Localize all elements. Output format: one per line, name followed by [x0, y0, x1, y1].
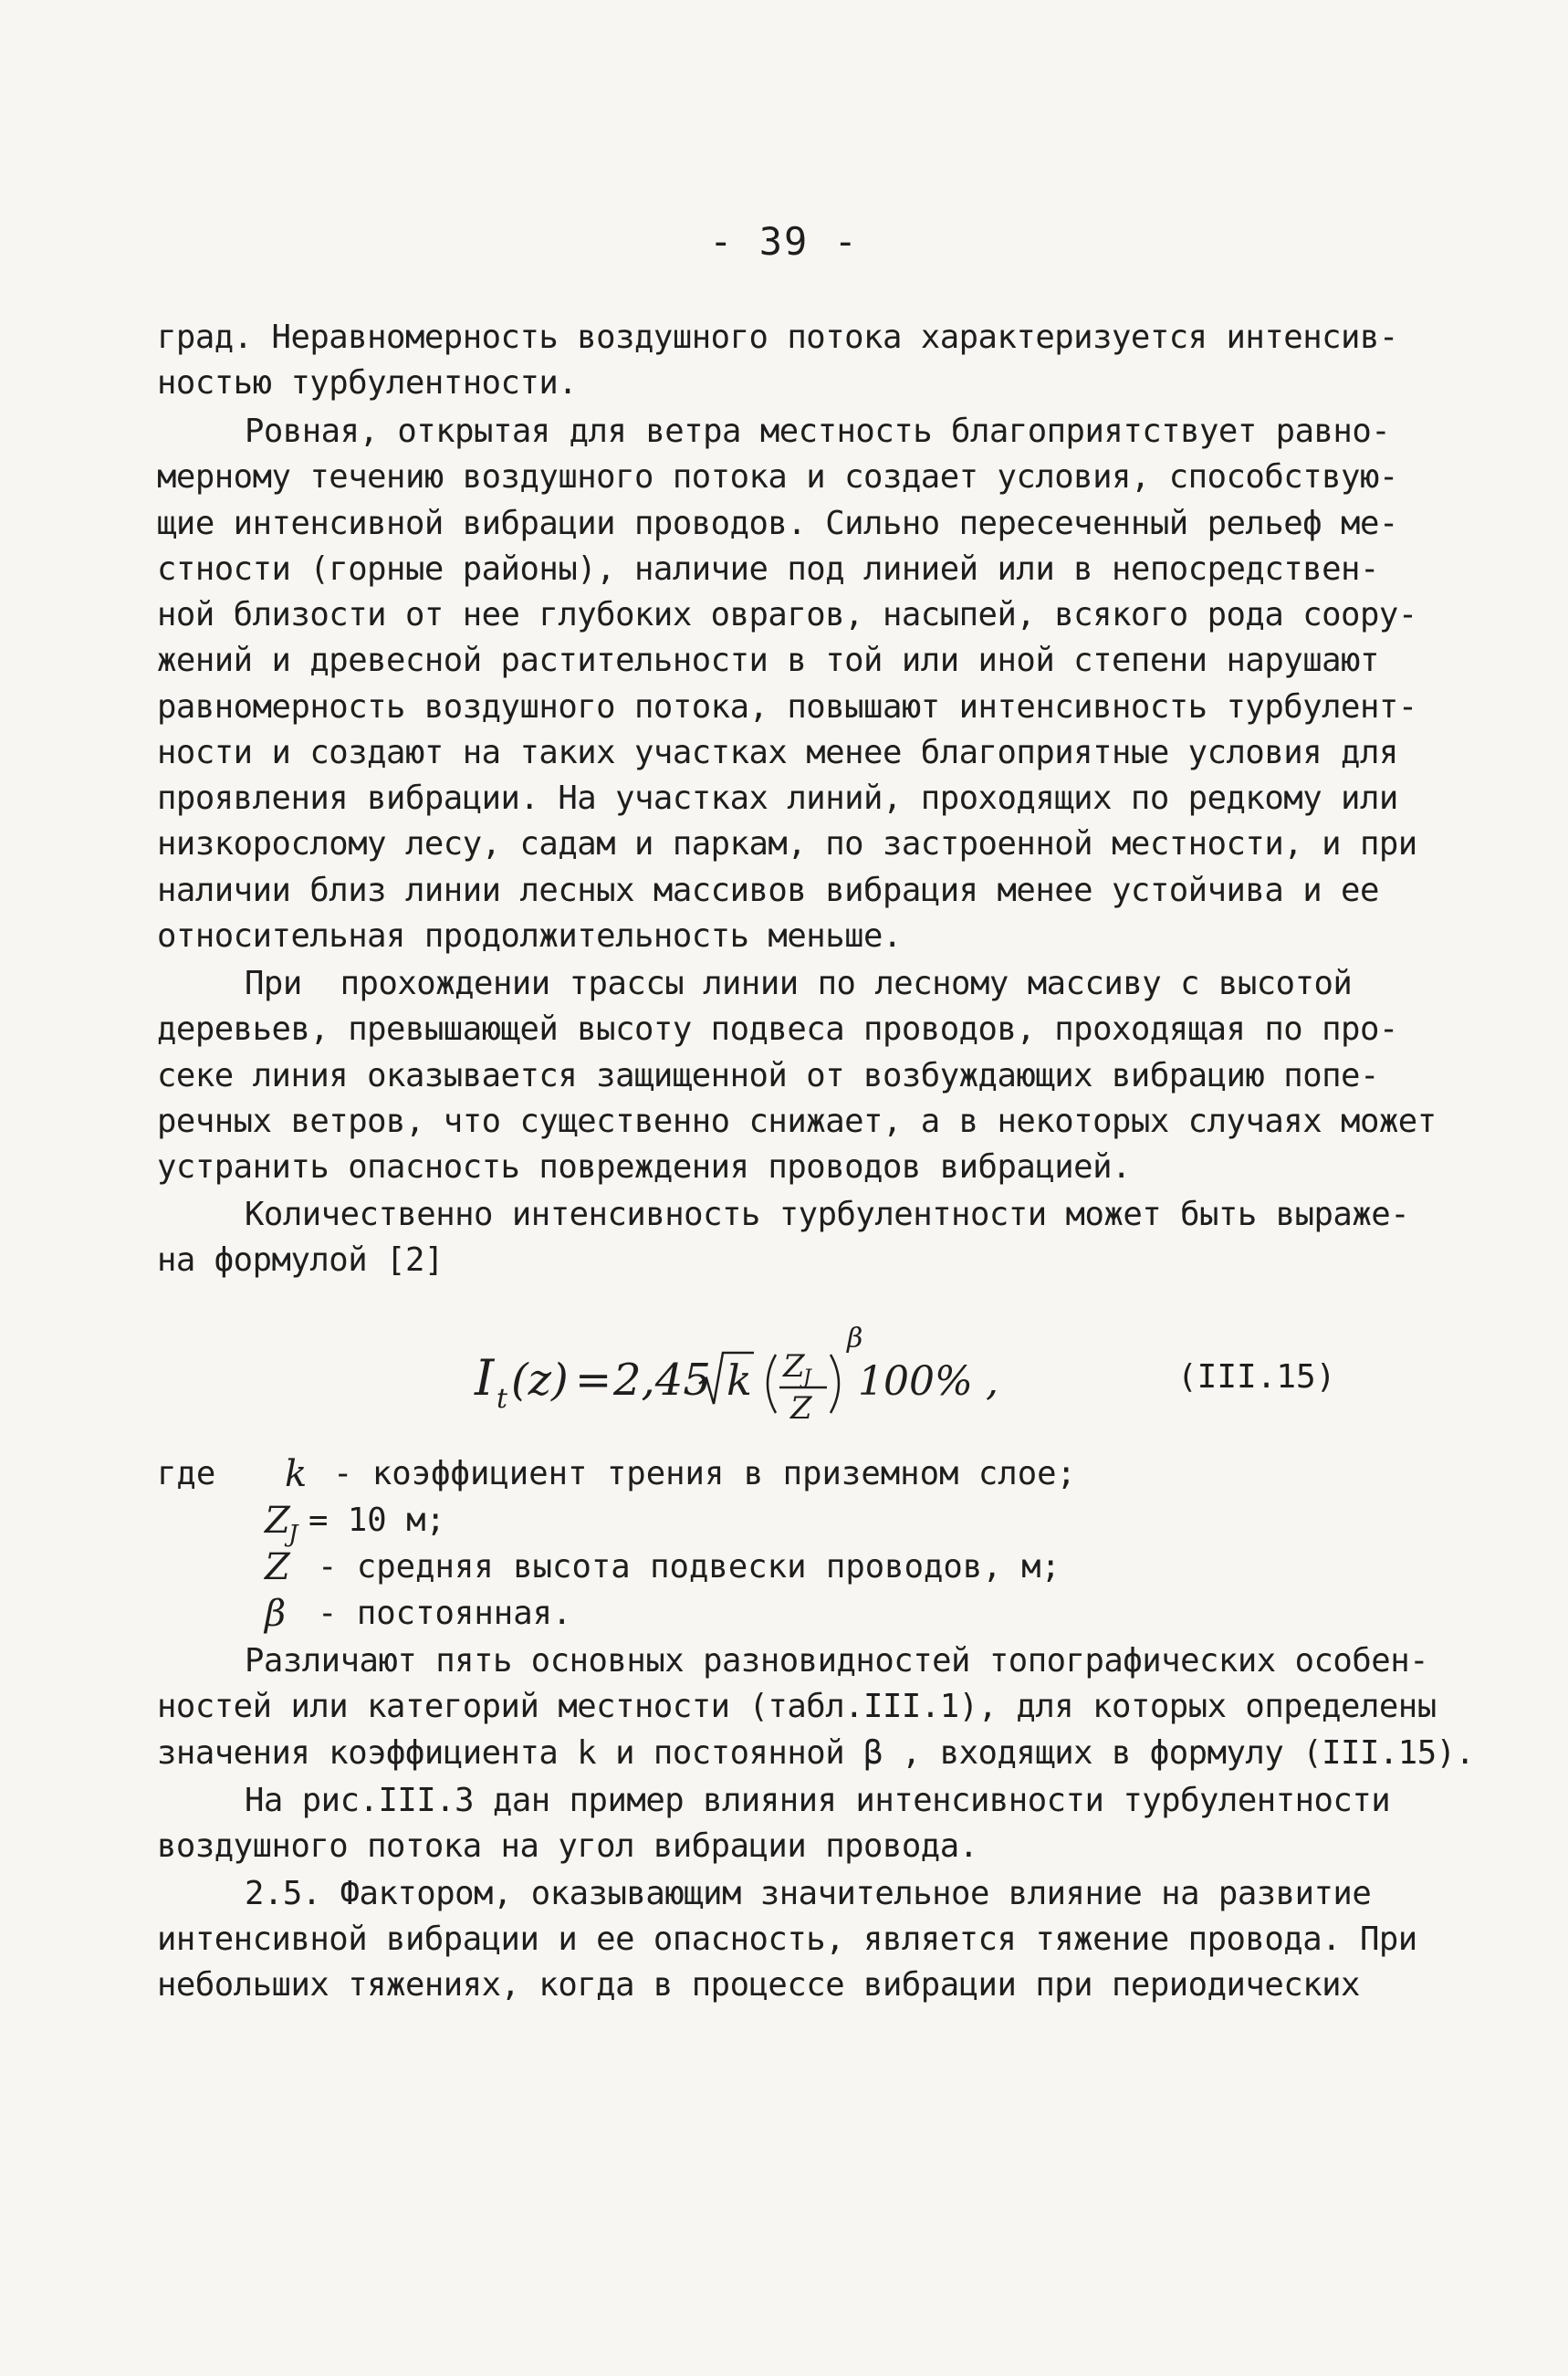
- text-line: ности и создают на таких участках менее благоприятные условия для: [157, 734, 1398, 771]
- text-line: значения коэффициента k и постоянной β , входящих в формулу (III.15).: [157, 1734, 1475, 1772]
- text-line: секе линия оказывается защищенной от возбуждающих вибрацию попе-: [157, 1057, 1379, 1094]
- symbol-beta: β: [265, 1593, 287, 1635]
- text-line: 2.5. Фактором, оказывающим значительное влияние на развитие: [245, 1875, 1372, 1912]
- formula-graphic: [475, 1296, 1113, 1451]
- text-line: мерному течению воздушного потока и создает условия, способствую-: [157, 458, 1398, 496]
- text-line: устранить опасность повреждения проводов вибрацией.: [157, 1148, 1131, 1186]
- left-paren: [768, 1355, 776, 1413]
- text-line: проявления вибрации. На участках линий, проходящих по редкому или: [157, 780, 1398, 817]
- page-number: - 39 -: [709, 219, 859, 264]
- formula-III-15: [475, 1296, 1113, 1451]
- formula-lhs: I: [475, 1349, 495, 1407]
- text-line: Количественно интенсивность турбулентности может быть выраже-: [245, 1196, 1410, 1233]
- definition-z-j: = 10 м;: [308, 1502, 445, 1539]
- text-line: щие интенсивной вибрации проводов. Сильно пересеченный рельеф ме-: [157, 505, 1398, 542]
- formula-lhs-sub: t: [497, 1383, 508, 1415]
- text-line: наличии близ линии лесных массивов вибрация менее устойчива и ее: [157, 872, 1379, 909]
- text-line: град. Неравномерность воздушного потока характеризуется интенсив-: [157, 319, 1398, 356]
- text-line: интенсивной вибрации и ее опасность, является тяжение провода. При: [157, 1921, 1417, 1958]
- formula-coef: 2,45: [613, 1355, 711, 1406]
- definition-beta: - постоянная.: [318, 1595, 572, 1632]
- right-paren: [831, 1355, 839, 1413]
- text-line: ностью турбулентности.: [157, 364, 578, 402]
- fraction-denominator: Z: [790, 1390, 812, 1427]
- symbol-k: k: [285, 1453, 308, 1495]
- text-line: Различают пять основных разновидностей топографических особен-: [245, 1642, 1429, 1680]
- text-line: относительная продолжительность меньше.: [157, 917, 902, 955]
- text-line: Ровная, открытая для ветра местность благоприятствует равно-: [245, 413, 1391, 450]
- formula-exponent: β: [847, 1323, 863, 1355]
- equation-number: (III.15): [1177, 1358, 1336, 1396]
- formula-comma: ,: [986, 1358, 998, 1405]
- formula-radicand: k: [727, 1355, 752, 1405]
- text-line: низкорослому лесу, садам и паркам, по застроенной местности, и при: [157, 825, 1417, 863]
- fraction-numerator-sub: J: [803, 1366, 811, 1389]
- text-line: ностей или категорий местности (табл.III.1), для которых определены: [157, 1688, 1437, 1725]
- where-label: где: [157, 1455, 216, 1492]
- text-line: небольших тяжениях, когда в процессе вибрации при периодических: [157, 1966, 1360, 2004]
- definition-z: - средняя высота подвески проводов, м;: [318, 1548, 1061, 1586]
- symbol-z-j: Z: [265, 1500, 290, 1542]
- formula-lhs-arg: (z): [511, 1355, 569, 1406]
- text-line: воздушного потока на угол вибрации провода.: [157, 1827, 978, 1865]
- text-line: речных ветров, что существенно снижает, а в некоторых случаях может: [157, 1103, 1437, 1140]
- text-line: равномерность воздушного потока, повышают интенсивность турбулент-: [157, 688, 1417, 726]
- text-line: жений и древесной растительности в той или иной степени нарушают: [157, 642, 1379, 679]
- formula-equals: =: [575, 1355, 612, 1406]
- symbol-z-j-sub: J: [288, 1521, 298, 1548]
- text-line: на формулой [2]: [157, 1241, 444, 1279]
- formula-tail: 100%: [858, 1358, 973, 1405]
- text-line: При прохождении трассы линии по лесному массиву с высотой: [245, 965, 1353, 1002]
- text-line: На рис.III.3 дан пример влияния интенсивности турбулентности: [245, 1782, 1391, 1819]
- definition-k: - коэффициент трения в приземном слое;: [333, 1455, 1076, 1492]
- symbol-z: Z: [265, 1546, 290, 1588]
- text-line: стности (горные районы), наличие под линией или в непосредствен-: [157, 550, 1379, 588]
- text-line: деревьев, превышающей высоту подвеса проводов, проходящая по про-: [157, 1010, 1398, 1048]
- fraction-numerator: Z: [783, 1348, 805, 1385]
- text-line: ной близости от нее глубоких оврагов, насыпей, всякого рода соору-: [157, 596, 1417, 633]
